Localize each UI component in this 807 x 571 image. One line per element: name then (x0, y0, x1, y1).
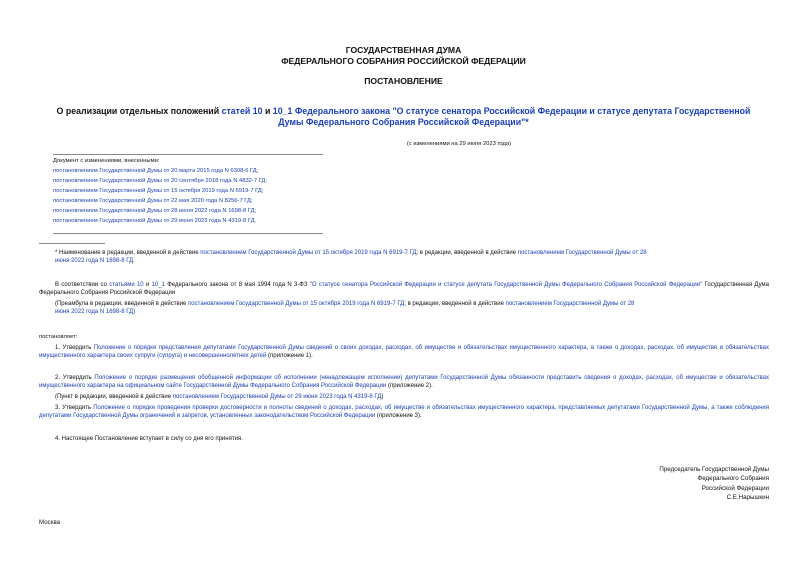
signature-name: С.Е.Нарышкин (726, 493, 769, 501)
changes-intro: Документ с изменениями, внесенными: (53, 158, 160, 164)
preamble-note-link-2022[interactable]: постановлением Государственной Думы от 28 (505, 301, 635, 307)
preamble-law-ref: Федерального закона от 8 мая 1994 года N 3-ФЗ (164, 282, 310, 288)
item-2-note (55, 393, 769, 401)
revision-note: (с изменениями на 29 июня 2023 года) (406, 141, 512, 147)
change-link-item[interactable]: постановлением Государственной Думы от 29 июня 2023 года N 4319-8 ГД. (53, 218, 257, 224)
item-3 (39, 404, 769, 421)
item-1-link[interactable]: Положение о порядке представления депутатами Государственной Думы сведений о своих доходах, расходах, об имуществе и обязательствах имущественного характера, а также о доходах, расходах, об имуществе и обязательствах имущественного характера своих супруги (супруга) и несовершеннолетних детей (39, 345, 769, 360)
preamble-and: и (143, 282, 152, 288)
item-2-text: 2. Утвердить (55, 375, 95, 381)
item-2-note-close: ) (381, 394, 384, 400)
footnote-link-2019[interactable]: постановлением Государственной Думы от 15 октября 2019 года N 6919-7 ГД (200, 250, 417, 256)
item-3-appendix: (приложение 3). (375, 413, 422, 420)
preamble-text: В соответствии со (55, 282, 110, 288)
footnote-text: * Наименование в редакции, введенной в действие (55, 250, 201, 256)
change-link-item[interactable]: постановлением Государственной Думы от 20 марта 2015 года N 6308-6 ГД; (53, 168, 259, 174)
divider-bottom (53, 233, 323, 234)
item-3-text: 3. Утвердить (55, 405, 94, 411)
preamble-note-link-2019[interactable]: постановлением Государственной Думы от 15 октября 2019 года N 6919-7 ГД (188, 301, 405, 307)
org-name-line1: ГОСУДАРСТВЕННАЯ ДУМА (345, 45, 462, 55)
signature-title-line2: Федерального Собрания (697, 475, 769, 483)
item-1-appendix: (приложение 1). (266, 353, 313, 360)
footnote-divider (39, 243, 105, 244)
item-1 (39, 344, 769, 361)
title-and: и (262, 106, 273, 116)
item-1-text: 1. Утвердить (55, 345, 94, 351)
preamble-text-end: Государственная Дума Федерального Собрания Российской Федерации (39, 282, 769, 297)
preamble (39, 281, 769, 298)
preamble-law-link[interactable]: "О статусе сенатора Российской Федерации и статусе депутата Государственной Думы Федерального Собрания Российской Федерации" (309, 282, 703, 288)
footnote-link-2022-cont[interactable]: июня 2022 года N 1698-8 ГД. (55, 258, 135, 265)
preamble-note-text: (Преамбула в редакции, введенной в действие (55, 301, 189, 307)
change-link-item[interactable]: постановлением Государственной Думы от 22 мая 2020 года N 8256-7 ГД; (53, 198, 253, 204)
title-link-article-10[interactable]: статей 10 (221, 106, 263, 116)
item-4: 4. Настоящее Постановление вступает в силу со дня его принятия. (55, 436, 243, 442)
footnote-link-2022[interactable]: постановлением Государственной Думы от 28 (517, 250, 647, 256)
title-prefix: О реализации отдельных положений (56, 106, 222, 116)
item-3-link[interactable]: Положение о порядке проведения проверки достоверности и полноты сведений о доходах, расходах, об имуществе и обязательствах имущественного характера, представляемых депутатами Государственной Думы, а также соблюдения депутатами Государственной Думы ограничений и запретов, установленных законодательством Российской Федерации (39, 405, 769, 420)
preamble-note-link-2022-cont[interactable]: июня 2022 года N 1698-8 ГД) (55, 309, 136, 316)
signature-title-line3: Российской Федерации (701, 484, 769, 492)
changes-list (53, 157, 383, 225)
item-2-appendix: (приложение 2). (386, 383, 433, 390)
item-2-link[interactable]: Положение о порядке размещения обобщенной информации об исполнении (ненадлежащем исполнении) депутатами Государственной Думы обязанности представить сведения о доходах, расходах, об имуществе и обязательствах имущественного характера на официальном сайте Государственной Думы Федерального Собрания Российской Федерации (39, 375, 769, 390)
title-law-link[interactable]: Федерального закона "О статусе сенатора Российской Федерации и статусе депутата Государственной (292, 106, 751, 116)
signature-block (560, 465, 769, 502)
document-title (0, 106, 807, 117)
footnote (55, 249, 769, 266)
document-type: ПОСТАНОВЛЕНИЕ (364, 76, 443, 86)
footnote-text-2: ; в редакции, введенной в действие (416, 250, 518, 256)
item-2-note-text: (Пункт в редакции, введенной в действие (55, 394, 173, 400)
item-2-note-link[interactable]: постановлением Государственной Думы от 29 июня 2023 года N 4319-8 ГД (172, 394, 382, 400)
change-link-item[interactable]: постановлением Государственной Думы от 15 октября 2019 года N 6919-7 ГД; (53, 188, 264, 194)
title-link-article-10-1[interactable]: 10_1 (272, 106, 293, 116)
change-link-item[interactable]: постановлением Государственной Думы от 20 сентября 2018 года N 4832-7 ГД; (53, 178, 267, 184)
preamble-note (55, 300, 769, 317)
preamble-link-article-10[interactable]: статьями 10 (109, 282, 144, 288)
divider-top (53, 154, 323, 155)
signature-title-line1: Председатель Государственной Думы (659, 466, 769, 473)
place: Москва (39, 519, 61, 526)
resolves-label: постановляет: (39, 334, 78, 340)
change-link-item[interactable]: постановлением Государственной Думы от 28 июня 2022 года N 1698-8 ГД; (53, 208, 257, 214)
item-2 (39, 374, 769, 391)
preamble-link-article-10-1[interactable]: 10_1 (151, 282, 165, 288)
org-name-line2: ФЕДЕРАЛЬНОГО СОБРАНИЯ РОССИЙСКОЙ ФЕДЕРАЦИИ (281, 56, 526, 66)
preamble-note-text-2: ; в редакции, введенной в действие (404, 301, 506, 307)
document-title-line2[interactable]: Думы Федерального Собрания Российской Федерации"* (278, 117, 529, 127)
